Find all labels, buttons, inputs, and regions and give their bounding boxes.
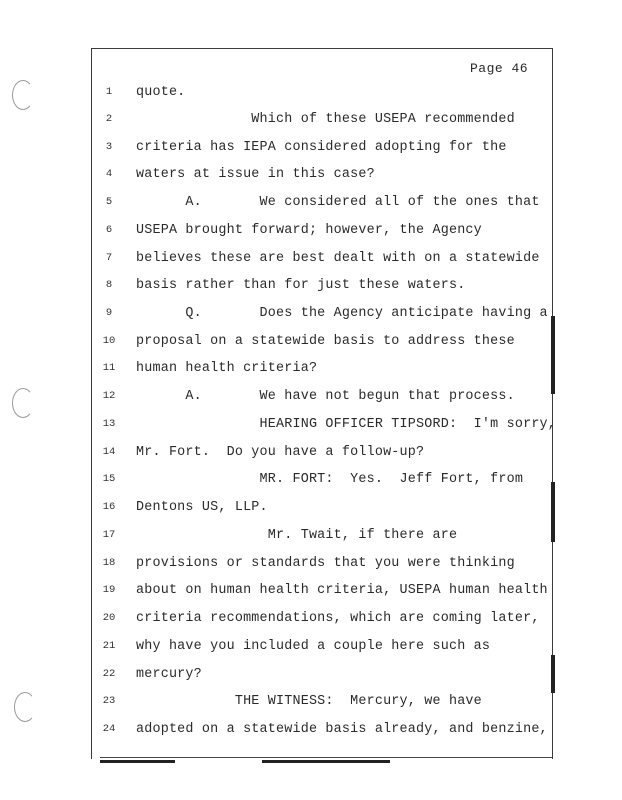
line-text: Mr. Fort. Do you have a follow-up? [136,445,425,460]
line-text: MR. FORT: Yes. Jeff Fort, from [136,472,524,487]
line-number: 5 [105,196,113,208]
line-text: A. We considered all of the ones that [136,195,540,210]
line-text: quote. [136,85,186,100]
bottom-rule [262,760,390,763]
line-text: waters at issue in this case? [136,167,375,182]
line-number: 24 [102,723,116,735]
punch-hole-bottom [14,692,36,722]
line-text: proposal on a statewide basis to address these [136,334,515,349]
line-number: 22 [102,668,116,680]
line-text: HEARING OFFICER TIPSORD: I'm sorry, [136,417,557,432]
bottom-rule [100,760,175,763]
line-text: believes these are best dealt with on a statewide [136,251,540,266]
margin-mark [551,655,555,693]
line-number: 1 [105,86,113,98]
line-number: 12 [102,390,116,402]
line-text: criteria has IEPA considered adopting for the [136,140,507,155]
line-number: 3 [105,141,113,153]
line-text: about on human health criteria, USEPA human health [136,583,548,598]
line-text: Mr. Twait, if there are [136,528,458,543]
line-number: 4 [105,168,113,180]
margin-mark [551,482,555,542]
punch-hole-middle [12,388,34,418]
line-number: 17 [102,529,116,541]
line-text: provisions or standards that you were thinking [136,556,515,571]
line-number: 16 [102,501,116,513]
line-text: basis rather than for just these waters. [136,278,466,293]
line-text: A. We have not begun that process. [136,389,515,404]
line-number: 2 [105,113,113,125]
line-text: THE WITNESS: Mercury, we have [136,694,482,709]
line-number: 13 [102,418,116,430]
line-number: 11 [102,362,116,374]
line-text: mercury? [136,667,202,682]
line-number: 7 [105,252,113,264]
margin-mark [551,316,555,394]
line-number: 10 [102,335,116,347]
line-text: Which of these USEPA recommended [136,112,515,127]
line-text: Q. Does the Agency anticipate having a [136,306,548,321]
page-number: Page 46 [470,61,529,76]
line-number: 18 [102,557,116,569]
line-text: why have you included a couple here such as [136,639,491,654]
line-text: Dentons US, LLP. [136,500,268,515]
line-number: 8 [105,279,113,291]
bottom-rule-thin [100,757,552,758]
punch-hole-top [12,80,34,110]
line-number: 14 [102,446,116,458]
line-text: USEPA brought forward; however, the Agency [136,223,482,238]
line-number: 23 [102,695,116,707]
line-number: 21 [102,640,116,652]
line-text: criteria recommendations, which are coming later, [136,611,540,626]
line-number: 15 [102,473,116,485]
line-number: 20 [102,612,116,624]
line-text: adopted on a statewide basis already, and benzine, [136,722,548,737]
line-number: 9 [105,307,113,319]
line-text: human health criteria? [136,361,318,376]
line-number: 19 [102,584,116,596]
line-number: 6 [105,224,113,236]
